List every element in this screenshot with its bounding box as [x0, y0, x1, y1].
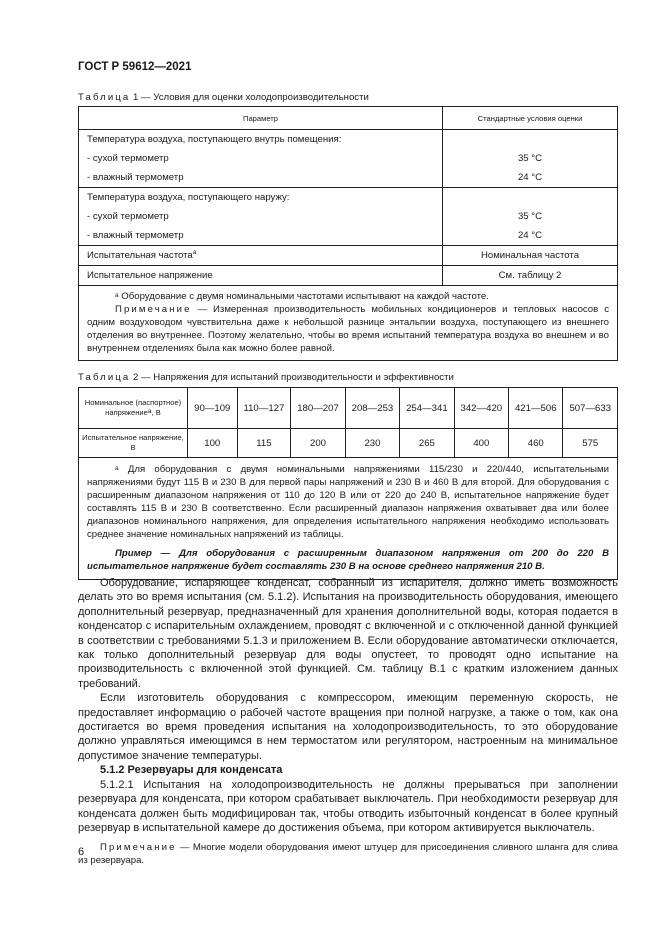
test-frequency-value: Номинальная частота: [443, 246, 618, 266]
table2-caption-text: 2 — Напряжения для испытаний производительности и эффективности: [133, 372, 454, 383]
table2-example: Пример — Для оборудования с расширенным диапазоном напряжения от 200 до 220 В испытательное напряжение будет составлять 230 В на основе среднего напряжения 210 В.: [87, 548, 609, 572]
nominal-range-cell: 254—341: [400, 388, 454, 429]
paragraph-5-1-2-1: 5.1.2.1 Испытания на холодопроизводительность не должны прерываться при заполнении резервуара для конденсата, при котором срабатывает выключатель. При необходимости резервуар для конденсата должен быть модифицирован так, чтобы отводить избыточный конденсат в более крупный резервуар в испытательной камере до достижения объема, при котором активируется выключатель.: [78, 778, 618, 834]
body-text: [78, 576, 618, 867]
table1-caption-text: 1 — Условия для оценки холодопроизводительности: [133, 92, 369, 103]
outdoor-dry-bulb-value: 35 °С: [443, 207, 618, 226]
page-number: 6: [78, 846, 85, 858]
test-voltage-cell: 265: [400, 429, 454, 458]
table-test-conditions: [78, 106, 618, 361]
indoor-dry-bulb: - сухой термометр: [79, 149, 443, 168]
test-voltage-label: Испытательное напряжение: [79, 266, 443, 286]
test-voltage-cell: 230: [345, 429, 399, 458]
nominal-voltage-row: [79, 388, 618, 429]
nominal-range-cell: 208—253: [345, 388, 399, 429]
test-voltage-cell: 460: [509, 429, 563, 458]
paragraph-variable-speed: Если изготовитель оборудования с компрессором, имеющим переменную скорость, не предоставляет информацию о рабочей частоте вращения при полной нагрузке, а также о том, как она достигается во время проведения испытания на холодопроизводительность, то это оборудование должно управляться имеющимся в нем термостатом или регулятором, настроенным на минимальное допустимое значение температуры.: [78, 692, 618, 762]
paragraph-evaporating-equipment: Оборудование, испаряющее конденсат, собранный из испарителя, должно иметь возможность делать это во время испытания (см. 5.1.2). Испытания на производительность оборудования, имеющего дополнительный резервуар, предназначенный для хранения дополнительной воды, которая подается в конденсатор с испарительным охлаждением, проводят с включенной и с отключенной данной функцией в соответствии с требованиями 5.1.3 и приложением В. Если оборудование автоматически отключается, как только дополнительный резервуар для воды опустеет, то проводят одно испытание на производительность с включенной этой функцией. См. таблицу В.1 с кратким изложением данных требований.: [78, 577, 618, 690]
outdoor-wet-bulb: - влажный термометр: [79, 226, 443, 246]
nominal-range-cell: 180—207: [291, 388, 345, 429]
table2-caption-prefix: Таблица: [78, 372, 131, 383]
section-heading-condensate-tanks: 5.1.2 Резервуары для конденсата: [100, 764, 283, 777]
test-voltage-value: См. таблицу 2: [443, 266, 618, 286]
table1-caption-prefix: Таблица: [78, 92, 131, 103]
table2-footnote: $^a$ Для оборудования с двумя номинальными напряжениями 115/230 и 220/440, испытательными напряжениями будут 115 В и 230 В для первой пары напряжений и 230 В и 460 В для второй. Для оборудования с расширенным диапазоном напряжения от 110 до 120 В или от 220 до 240 В, испытательное напряжение будет составлять 115 В и 230 В соответственно. Если расширенный диапазон напряжения охватывает два или более диапазонов номинального напряжения, для определения испытательного напряжения необходимо использовать среднее значение номинальных напряжений из таблицы.: [87, 464, 609, 540]
table1-caption: [78, 92, 369, 103]
outdoor-wet-bulb-value: 24 °С: [443, 226, 618, 246]
nominal-range-cell: 507—633: [563, 388, 618, 429]
test-voltage-row-label: Испытательное напряжение, В: [79, 429, 188, 458]
nominal-range-cell: 90—109: [188, 388, 238, 429]
col-header-parameter: Параметр: [79, 107, 443, 130]
outdoor-dry-bulb: - сухой термометр: [79, 207, 443, 226]
nominal-range-cell: 110—127: [237, 388, 291, 429]
indoor-dry-bulb-value: 35 °С: [443, 149, 618, 168]
test-voltage-cell: 115: [237, 429, 291, 458]
nominal-range-cell: 342—420: [454, 388, 508, 429]
indoor-wet-bulb: - влажный термометр: [79, 168, 443, 188]
test-voltage-cell: 400: [454, 429, 508, 458]
body-note: Примечание — Многие модели оборудования имеют штуцер для присоединения сливного шланга для слива из резервуара.: [78, 842, 618, 867]
indoor-temp-title: Температура воздуха, поступающего внутрь помещения:: [79, 130, 443, 150]
table-test-voltages: [78, 387, 618, 580]
table2-notes: [79, 458, 618, 580]
indoor-wet-bulb-value: 24 °С: [443, 168, 618, 188]
table1-footnote: $^a$ Оборудование с двумя номинальными частотами испытывают на каждой частоте.: [115, 291, 489, 302]
col-header-standard: Стандартные условия оценки: [443, 107, 618, 130]
document-code: ГОСТ Р 59612—2021: [78, 61, 192, 73]
test-voltage-cell: 575: [563, 429, 618, 458]
table1-note: Примечание — Измеренная производительность мобильных кондиционеров и тепловых насосов с одним воздуховодом чувствительна даже к небольшой разнице энтальпии воздуха, поступающего из внешнего отделения во внутреннее. Поэтому желательно, чтобы во время испытаний температура воздуха во внешнем и во внутреннем отделениях была как можно более равной.: [87, 304, 609, 354]
test-voltage-row: [79, 429, 618, 458]
outdoor-temp-title: Температура воздуха, поступающего наружу:: [79, 188, 443, 208]
table2-caption: [78, 372, 454, 383]
nominal-voltage-label: Номинальное (паспортное) напряжение$^a$, В: [79, 388, 188, 429]
table1-notes: [79, 286, 618, 361]
nominal-range-cell: 421—506: [509, 388, 563, 429]
test-voltage-cell: 200: [291, 429, 345, 458]
test-voltage-cell: 100: [188, 429, 238, 458]
test-frequency-label: Испытательная частота$^a$: [79, 246, 443, 266]
